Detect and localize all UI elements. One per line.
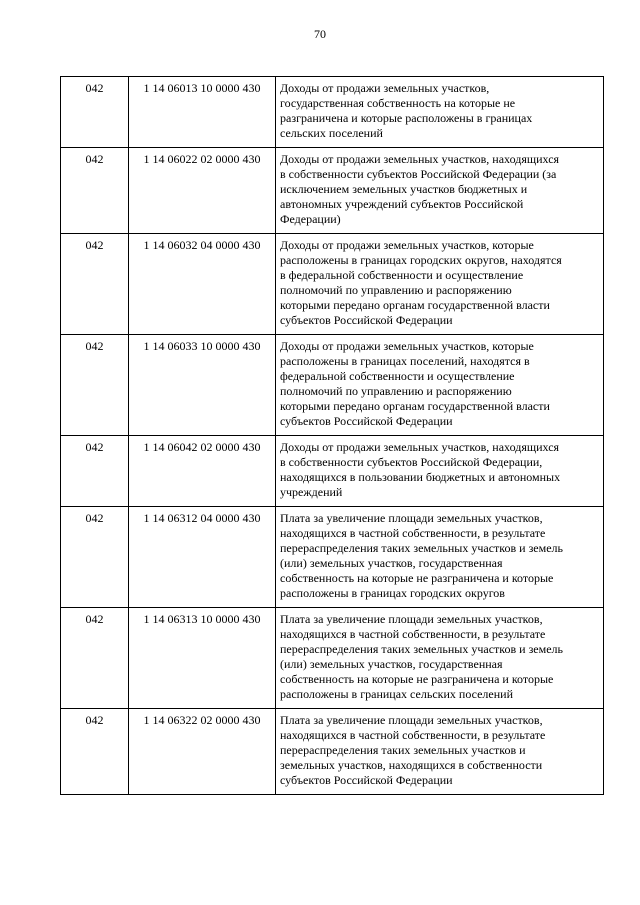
admin-code-cell: 042 xyxy=(61,436,129,507)
admin-code-cell: 042 xyxy=(61,335,129,436)
description-line: земельных участков, находящихся в собственности xyxy=(280,758,543,772)
description-line: в собственности субъектов Российской Федерации, xyxy=(280,455,543,469)
description-line: находящихся в пользовании бюджетных и автономных xyxy=(280,470,561,484)
table-body xyxy=(61,77,604,795)
page-number: 70 xyxy=(314,27,326,41)
budget-code-cell: 1 14 06013 10 0000 430 xyxy=(129,77,276,148)
budget-code-cell: 1 14 06033 10 0000 430 xyxy=(129,335,276,436)
description-line: Доходы от продажи земельных участков, которые xyxy=(280,238,534,252)
table-row xyxy=(61,234,604,335)
description-cell xyxy=(276,335,604,436)
description-line: разграничена и которые расположены в границах xyxy=(280,111,533,125)
description-line: в собственности субъектов Российской Федерации (за xyxy=(280,167,557,181)
description-line: Плата за увеличение площади земельных участков, xyxy=(280,612,543,626)
table-row xyxy=(61,608,604,709)
description-line: находящихся в частной собственности, в результате xyxy=(280,627,546,641)
description-line: находящихся в частной собственности, в результате xyxy=(280,526,546,540)
description-line: находящихся в частной собственности, в результате xyxy=(280,728,546,742)
description-line: собственность на которые не разграничена и которые xyxy=(280,672,554,686)
description-cell xyxy=(276,507,604,608)
budget-code-cell: 1 14 06032 04 0000 430 xyxy=(129,234,276,335)
table-row xyxy=(61,436,604,507)
table-row xyxy=(61,507,604,608)
table-row xyxy=(61,148,604,234)
admin-code-cell: 042 xyxy=(61,77,129,148)
description-cell xyxy=(276,709,604,795)
admin-code-cell: 042 xyxy=(61,507,129,608)
description-line: расположены в границах городских округов, находятся xyxy=(280,253,562,267)
admin-code-cell: 042 xyxy=(61,709,129,795)
revenue-codes-table xyxy=(60,76,604,795)
description-line: субъектов Российской Федерации xyxy=(280,414,453,428)
description-line: перераспределения таких земельных участков и земель xyxy=(280,541,564,555)
table-row xyxy=(61,77,604,148)
description-line: Федерации) xyxy=(280,212,341,226)
budget-code-cell: 1 14 06022 02 0000 430 xyxy=(129,148,276,234)
description-line: (или) земельных участков, государственная xyxy=(280,556,503,570)
description-cell xyxy=(276,234,604,335)
budget-code-cell: 1 14 06312 04 0000 430 xyxy=(129,507,276,608)
description-cell xyxy=(276,77,604,148)
description-line: Доходы от продажи земельных участков, xyxy=(280,81,490,95)
description-line: сельских поселений xyxy=(280,126,383,140)
description-line: Плата за увеличение площади земельных участков, xyxy=(280,713,543,727)
table-row xyxy=(61,335,604,436)
budget-code-cell: 1 14 06042 02 0000 430 xyxy=(129,436,276,507)
description-line: Доходы от продажи земельных участков, которые xyxy=(280,339,534,353)
description-line: перераспределения таких земельных участков и xyxy=(280,743,526,757)
admin-code-cell: 042 xyxy=(61,608,129,709)
description-line: государственная собственность на которые не xyxy=(280,96,516,110)
description-cell xyxy=(276,148,604,234)
budget-code-cell: 1 14 06313 10 0000 430 xyxy=(129,608,276,709)
budget-code-cell: 1 14 06322 02 0000 430 xyxy=(129,709,276,795)
description-cell xyxy=(276,608,604,709)
description-line: расположены в границах поселений, находятся в xyxy=(280,354,530,368)
description-line: исключением земельных участков бюджетных и xyxy=(280,182,528,196)
description-line: субъектов Российской Федерации xyxy=(280,313,453,327)
description-line: полномочий по управлению и распоряжению xyxy=(280,283,512,297)
admin-code-cell: 042 xyxy=(61,234,129,335)
admin-code-cell: 042 xyxy=(61,148,129,234)
description-line: в федеральной собственности и осуществление xyxy=(280,268,524,282)
description-line: Доходы от продажи земельных участков, находящихся xyxy=(280,440,560,454)
description-line: (или) земельных участков, государственная xyxy=(280,657,503,671)
description-line: полномочий по управлению и распоряжению xyxy=(280,384,512,398)
description-line: расположены в границах сельских поселений xyxy=(280,687,513,701)
description-cell xyxy=(276,436,604,507)
description-line: расположены в границах городских округов xyxy=(280,586,505,600)
table-row xyxy=(61,709,604,795)
description-line: которыми передано органам государственной власти xyxy=(280,399,550,413)
description-line: автономных учреждений субъектов Российской xyxy=(280,197,524,211)
description-line: собственность на которые не разграничена и которые xyxy=(280,571,554,585)
description-line: субъектов Российской Федерации xyxy=(280,773,453,787)
description-line: Плата за увеличение площади земельных участков, xyxy=(280,511,543,525)
description-line: федеральной собственности и осуществление xyxy=(280,369,515,383)
description-line: учреждений xyxy=(280,485,343,499)
description-line: перераспределения таких земельных участков и земель xyxy=(280,642,564,656)
description-line: которыми передано органам государственной власти xyxy=(280,298,550,312)
description-line: Доходы от продажи земельных участков, находящихся xyxy=(280,152,560,166)
